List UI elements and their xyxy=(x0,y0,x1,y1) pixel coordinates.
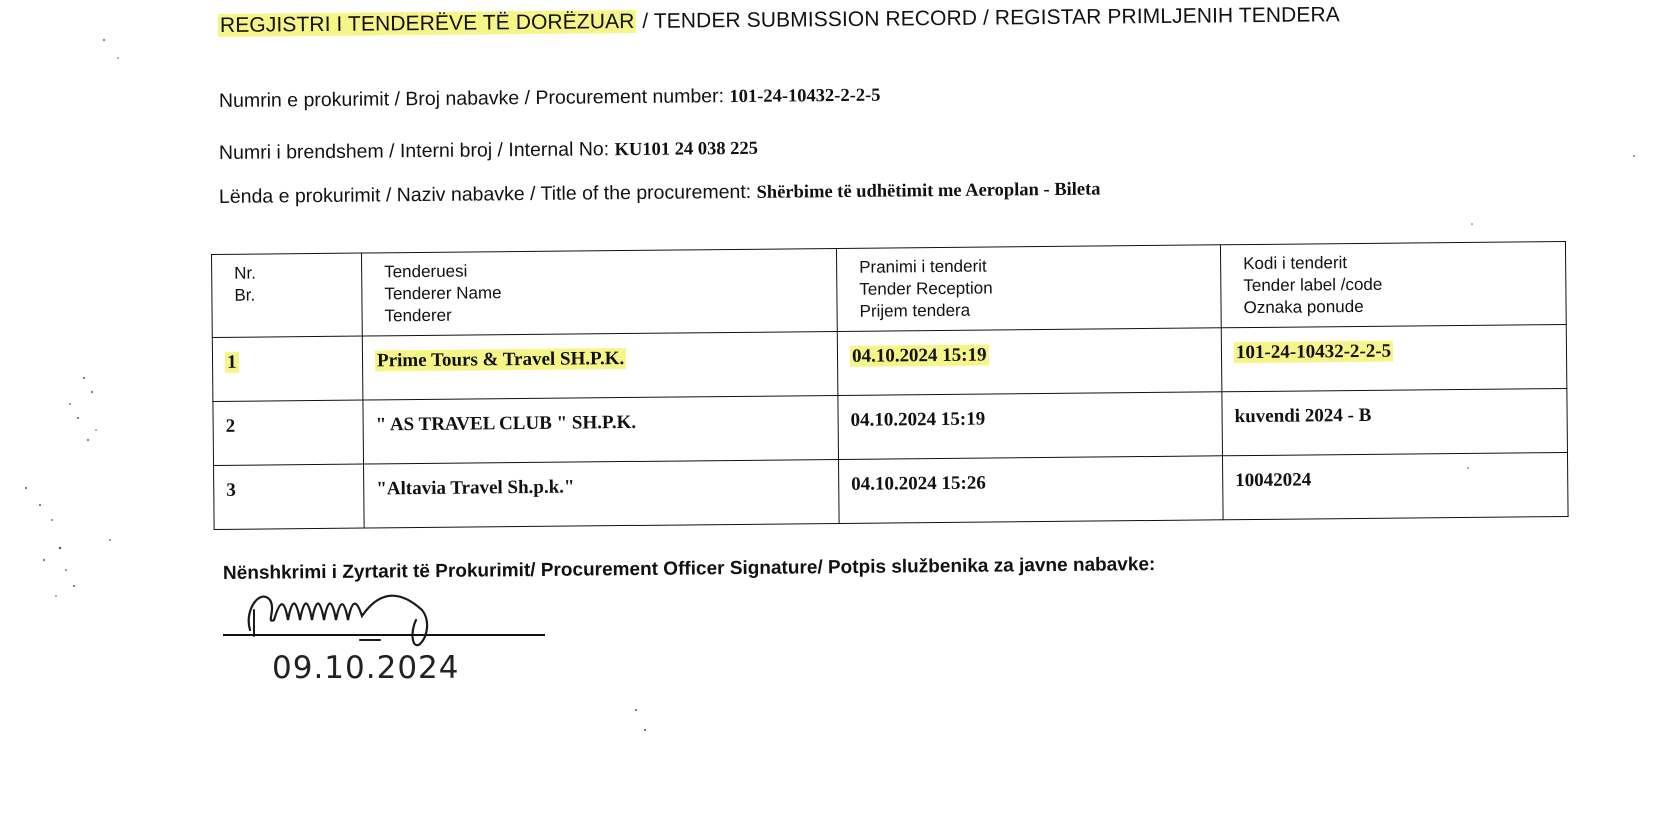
signature-line xyxy=(223,634,545,636)
procurement-title-value: Shërbime të udhëtimit me Aeroplan - Bileta xyxy=(756,179,1101,203)
row2-nr: 2 xyxy=(213,400,364,465)
row1-code: 101-24-10432-2-2-5 xyxy=(1221,324,1567,391)
row1-tenderer: Prime Tours & Travel SH.P.K. xyxy=(362,331,838,400)
header-code-line3: Oznaka ponude xyxy=(1243,296,1364,318)
table-header-row xyxy=(212,241,1567,337)
signature-date: 09.10.2024 xyxy=(272,650,460,686)
tender-table xyxy=(211,241,1569,530)
procurement-number xyxy=(219,84,881,113)
row3-tenderer: "Altavia Travel Sh.p.k." xyxy=(364,459,840,528)
signature-label: Nënshkrimi i Zyrtarit të Prokurimit/ Procurement Officer Signature/ Potpis službenika za javne nabavke: xyxy=(222,554,1156,584)
header-tenderer-line3: Tenderer xyxy=(384,305,452,326)
header-reception-line2: Tender Reception xyxy=(859,278,993,299)
header-tenderer-line2: Tenderer Name xyxy=(384,283,502,304)
header-code-line1: Kodi i tenderit xyxy=(1243,253,1348,274)
procurement-number-value: 101-24-10432-2-2-5 xyxy=(729,85,881,108)
document-title xyxy=(218,3,1340,38)
header-reception-line1: Pranimi i tenderit xyxy=(859,256,987,277)
handwritten-signature-icon xyxy=(240,580,470,652)
internal-number-label: Numri i brendshem / Interni broj / Internal No: xyxy=(218,138,615,164)
row2-reception: 04.10.2024 15:19 xyxy=(838,392,1223,460)
header-tenderer xyxy=(361,248,837,336)
internal-number xyxy=(219,137,758,165)
header-code xyxy=(1220,241,1566,327)
procurement-title-label: Lënda e prokurimit / Naziv nabavke / Title of the procurement: xyxy=(218,180,757,208)
header-nr xyxy=(212,253,363,337)
table-row xyxy=(214,452,1569,529)
header-tenderer-line1: Tenderuesi xyxy=(384,261,468,282)
row3-nr: 3 xyxy=(214,464,365,529)
title-rest: / TENDER SUBMISSION RECORD / REGISTAR PRIMLJENIH TENDERA xyxy=(636,3,1340,33)
procurement-title xyxy=(219,178,1101,209)
header-reception-line3: Prijem tendera xyxy=(859,300,971,321)
header-nr-line1: Nr. xyxy=(234,263,257,283)
tender-table-wrapper xyxy=(211,241,1568,530)
row1-reception: 04.10.2024 15:19 xyxy=(837,328,1222,396)
header-code-line2: Tender label /code xyxy=(1243,274,1383,296)
row2-tenderer: " AS TRAVEL CLUB " SH.P.K. xyxy=(363,395,839,464)
procurement-number-label: Numrin e prokurimit / Broj nabavke / Procurement number: xyxy=(218,85,730,112)
internal-number-value: KU101 24 038 225 xyxy=(614,138,759,161)
row1-nr: 1 xyxy=(212,336,363,401)
row3-code: 10042024 xyxy=(1222,452,1568,519)
row2-code: kuvendi 2024 - B xyxy=(1222,388,1568,455)
title-highlighted: REGJISTRI I TENDERËVE TË DORËZUAR xyxy=(219,10,635,37)
header-reception xyxy=(836,245,1221,332)
row3-reception: 04.10.2024 15:26 xyxy=(839,456,1224,524)
header-nr-line2: Br. xyxy=(234,285,256,305)
